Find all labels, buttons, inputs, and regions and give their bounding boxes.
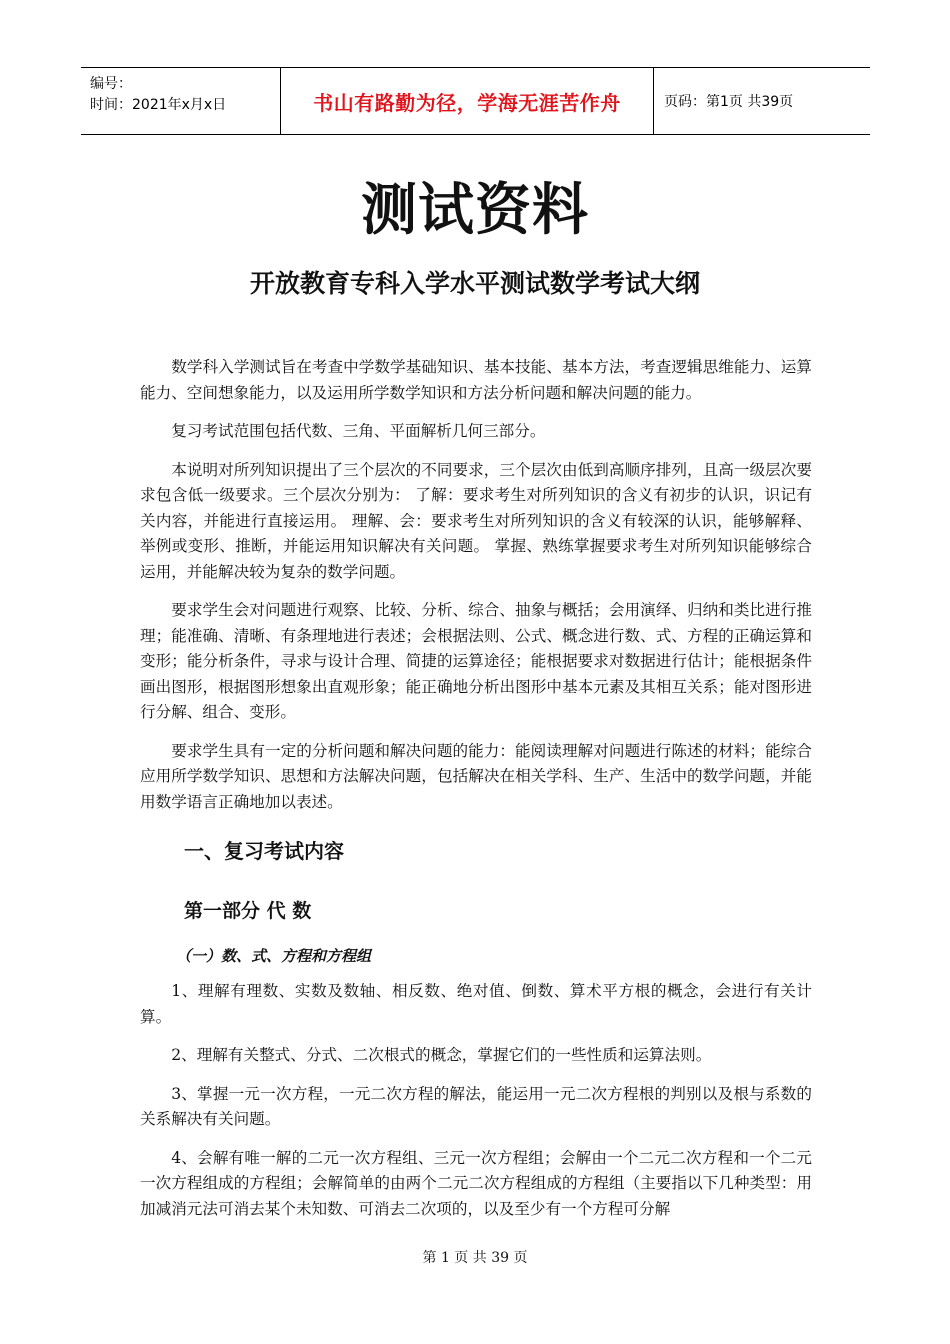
list-item: 2、理解有关整式、分式、二次根式的概念，掌握它们的一些性质和运算法则。 — [171, 1046, 712, 1064]
list-item: 4、会解有唯一解的二元一次方程组、三元一次方程组；会解由一个二元二次方程和一个二元一次方程组成的方程组；会解简单的由两个二元二次方程组成的方程组（主要指以下几种类型：用加减消元法可消去某个未知数、可消去二次项的，以及至少有一个方程可分解 — [140, 1148, 812, 1218]
number-label: 编号： — [90, 76, 132, 92]
document-body — [140, 355, 812, 1235]
time-label: 时间：2021年x月x日 — [90, 97, 227, 113]
intro-paragraph: 数学科入学测试旨在考查中学数学基础知识、基本技能、基本方法，考查逻辑思维能力、运算能力、空间想象能力，以及运用所学数学知识和方法分析问题和解决问题的能力。 — [140, 358, 812, 402]
page-header — [81, 67, 870, 135]
subsection-heading: （一）数、式、方程和方程组 — [176, 947, 372, 965]
skills-paragraph: 要求学生会对问题进行观察、比较、分析、综合、抽象与概括；会用演绎、归纳和类比进行推理；能准确、清晰、有条理地进行表述；会根据法则、公式、概念进行数、式、方程的正确运算和变形；能分析条件，寻求与设计合理、简捷的运算途径；能根据要求对数据进行估计；能根据条件画出图形，根据图形想象出直观形象；能正确地分析出图形中基本元素及其相互关系；能对图形进行分解、组合、变形。 — [140, 601, 812, 721]
document-title: 测试资料 — [361, 178, 589, 243]
header-page-info: 页码：第1页 共39页 — [664, 94, 794, 110]
part-heading: 第一部分 代 数 — [184, 900, 312, 922]
header-meta — [81, 68, 280, 134]
section-heading: 一、复习考试内容 — [184, 839, 344, 863]
page-footer: 第 1 页 共 39 页 — [422, 1250, 528, 1266]
header-motto: 书山有路勤为径，学海无涯苦作舟 — [280, 68, 654, 134]
list-item: 1、理解有理数、实数及数轴、相反数、绝对值、倒数、算术平方根的概念，会进行有关计算。 — [140, 982, 812, 1026]
levels-paragraph: 本说明对所列知识提出了三个层次的不同要求，三个层次由低到高顺序排列，且高一级层次要求包含低一级要求。三个层次分别为： 了解：要求考生对所列知识的含义有初步的认识，识记有关内容，并能进行直接运用。 理解、会：要求考生对所列知识的含义有较深的认识，能够解释、举例或变形、推断，并能运用知识解决有关问题。 掌握、熟练掌握要求考生对所列知识能够综合运用，并能解决较为复杂的数学问题。 — [140, 460, 812, 581]
scope-paragraph: 复习考试范围包括代数、三角、平面解析几何三部分。 — [171, 422, 546, 440]
ability-paragraph: 要求学生具有一定的分析问题和解决问题的能力：能阅读理解对问题进行陈述的材料；能综合应用所学数学知识、思想和方法解决问题，包括解决在相关学科、生产、生活中的数学问题，并能用数学语言正确地加以表述。 — [140, 741, 812, 811]
document-subtitle: 开放教育专科入学水平测试数学考试大纲 — [249, 269, 700, 298]
list-item: 3、掌握一元一次方程，一元二次方程的解法，能运用一元二次方程根的判别以及根与系数的关系解决有关问题。 — [140, 1084, 812, 1128]
